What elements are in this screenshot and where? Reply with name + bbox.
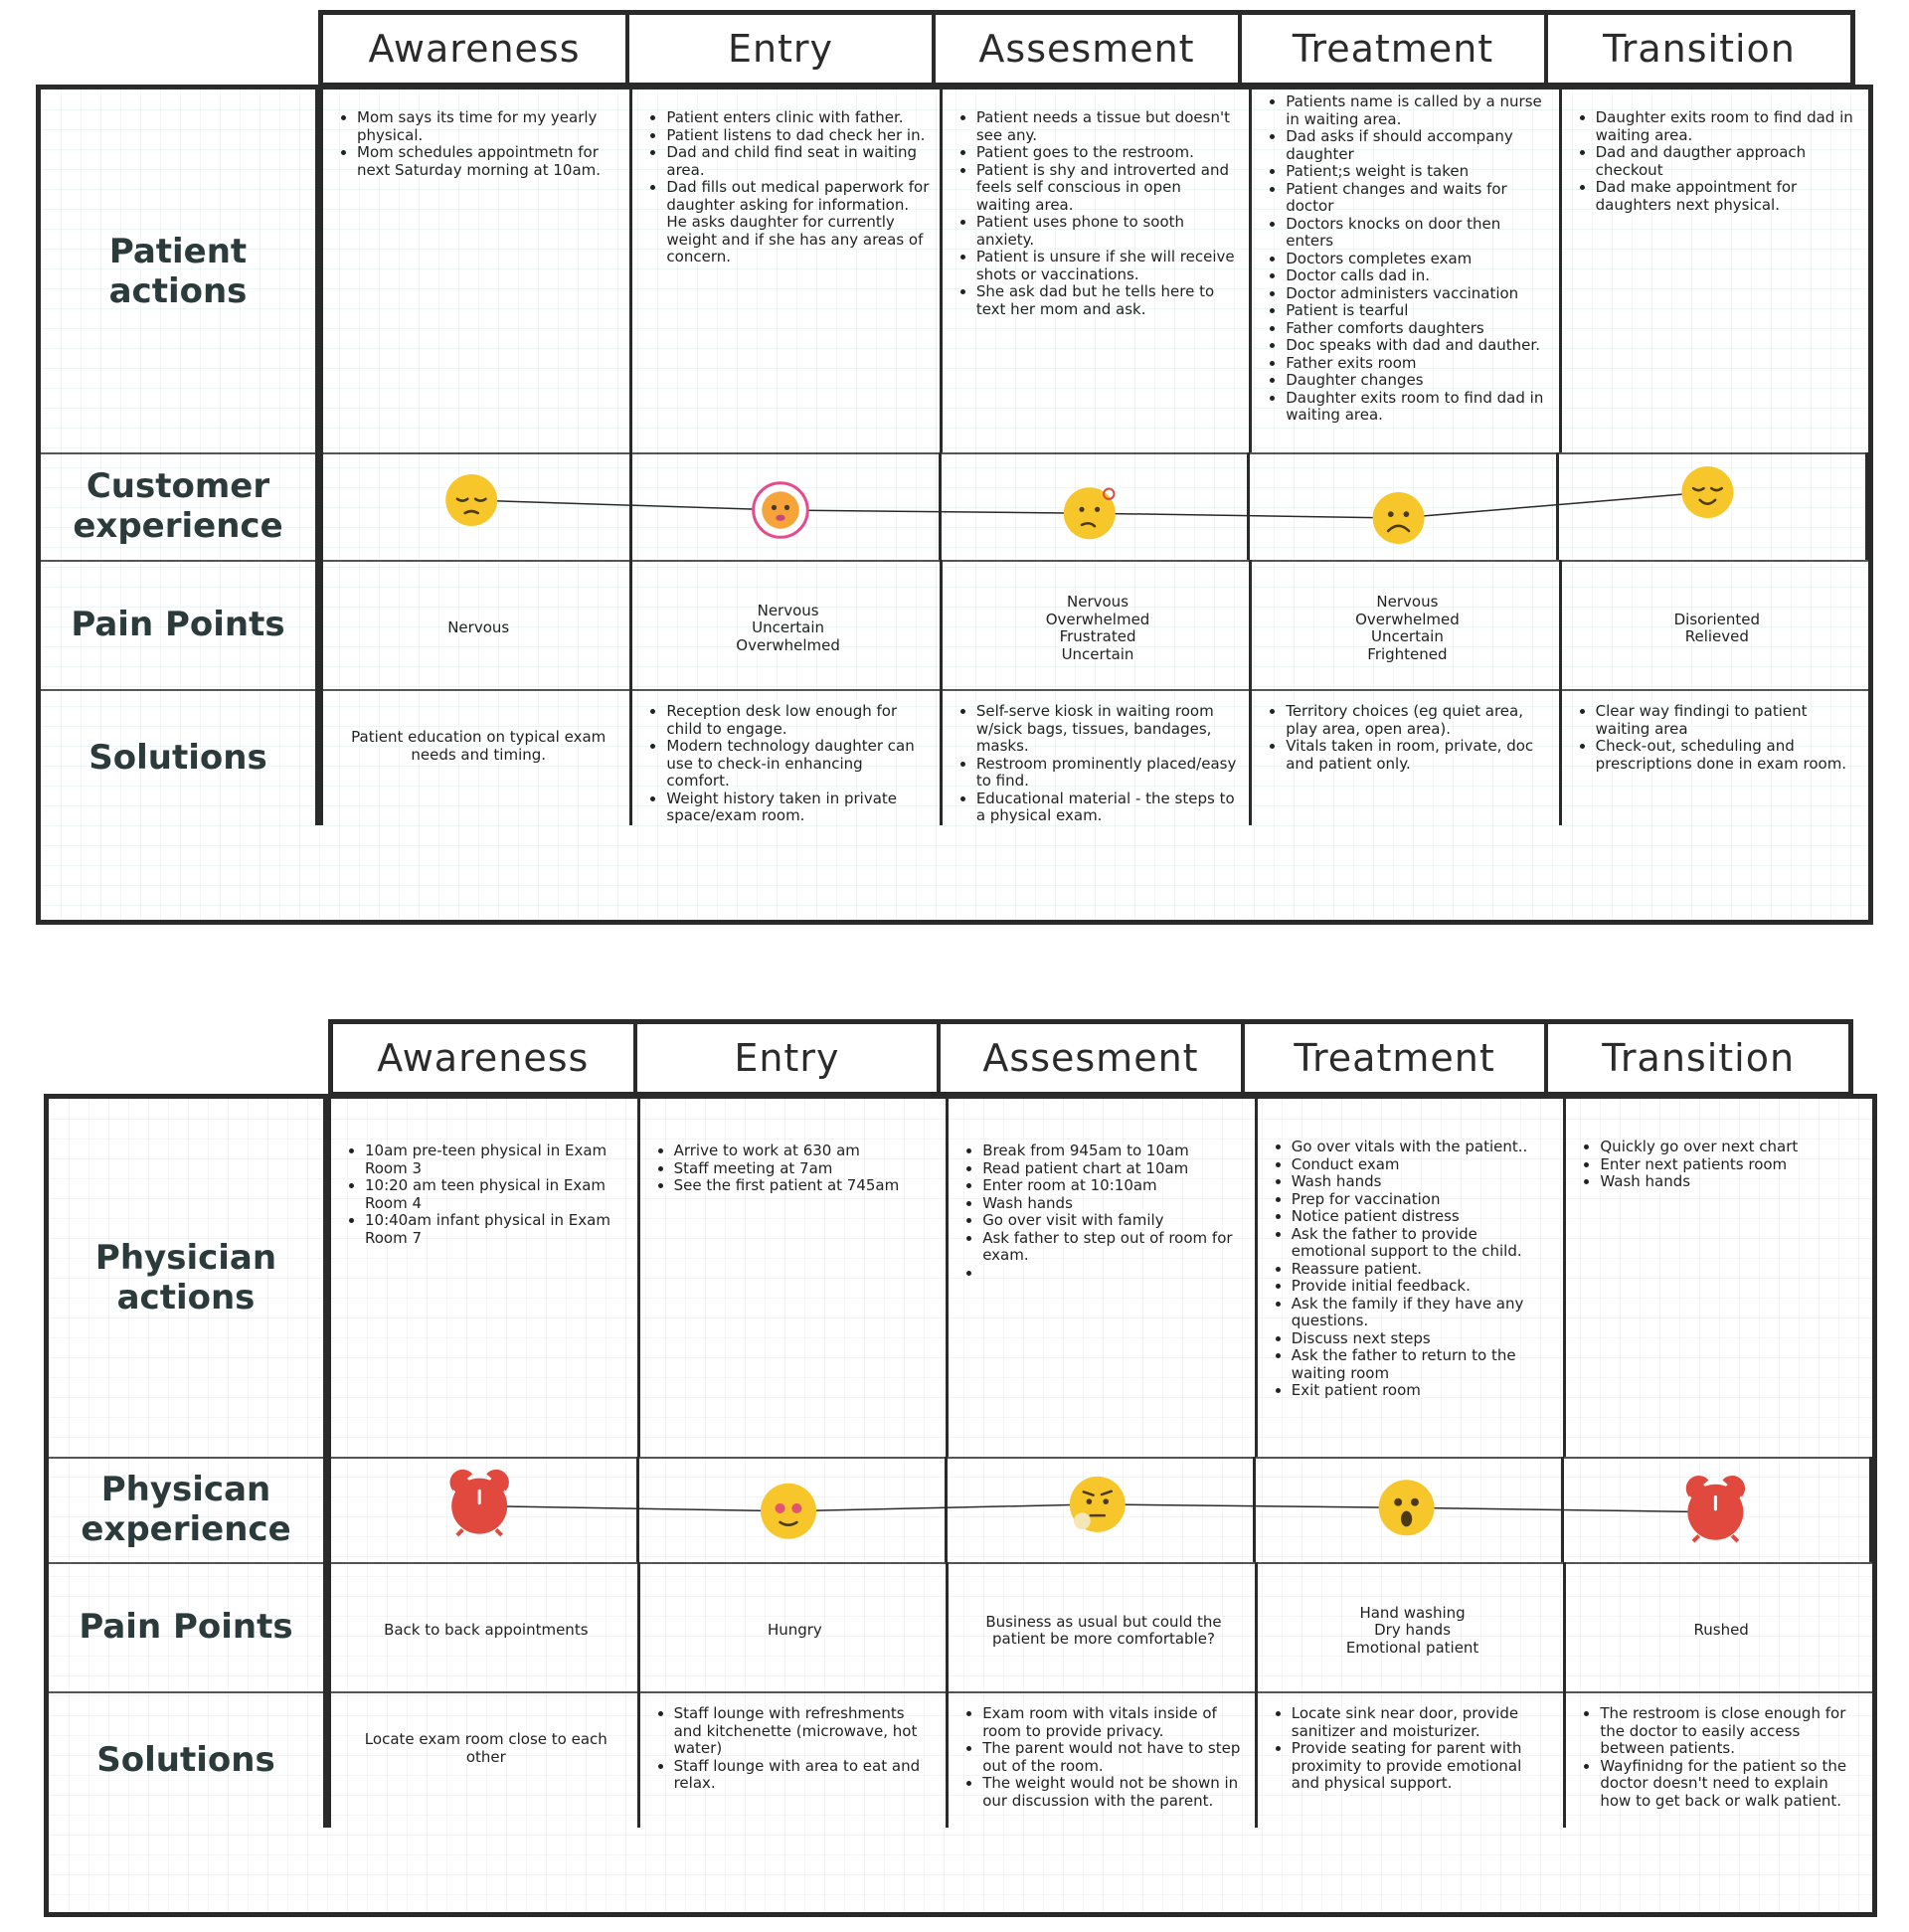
list-item: • Doc speaks with dad and dauther.: [1286, 337, 1548, 355]
list-item: • Enter room at 10:10am: [982, 1177, 1245, 1195]
list-item: • Dad fills out medical paperwork for daughter asking for information. He asks daughter for currently weight and if she has any areas of concern.: [666, 179, 929, 266]
list-item: • Patient is unsure if she will receive shots or vaccinations.: [976, 249, 1239, 283]
stage-header: [328, 1019, 1853, 1097]
cell-actions: [1258, 1099, 1567, 1457]
list-item: • The restroom is close enough for the doctor to easily access between patients.: [1600, 1705, 1862, 1758]
physician-actions-row: [49, 1099, 1872, 1459]
cell-solution: [640, 1691, 950, 1828]
list-item: • Prep for vaccination: [1292, 1191, 1554, 1209]
list-item: • Wayfinidng for the patient so the doctor doesn't need to explain how to get back or walk patient.: [1600, 1758, 1862, 1811]
cell-pain: Business as usual but could the patient be more comfortable?: [949, 1562, 1258, 1691]
solution-text: Locate exam room close to each other: [364, 1730, 607, 1766]
list-item: • Modern technology daughter can use to check-in enhancing comfort.: [666, 738, 929, 790]
surprised-face: [1379, 1480, 1435, 1535]
list-item: • Ask the family if they have any questions.: [1292, 1296, 1554, 1330]
cell-solution: [331, 1691, 640, 1828]
list-item: • Check-out, scheduling and prescriptions done in exam room.: [1596, 738, 1858, 773]
list-item: • Wash hands: [1600, 1173, 1862, 1191]
list-item: • Patient;s weight is taken: [1286, 163, 1548, 181]
cell-solution: [1562, 689, 1868, 825]
cell-solution: [1258, 1691, 1567, 1828]
list-item: • Conduct exam: [1292, 1156, 1554, 1174]
cell-actions: [1566, 1099, 1872, 1457]
list-item: • Doctor administers vaccination: [1286, 285, 1548, 303]
list-item: • Educational material - the steps to a physical exam.: [976, 790, 1239, 825]
stage-treatment: Treatment: [1245, 1024, 1549, 1092]
list-item: • Break from 945am to 10am: [982, 1142, 1245, 1160]
list-item: • 10am pre-teen physical in Exam Room 3: [365, 1142, 627, 1177]
row-label-physician-experience: Physican experience: [49, 1457, 331, 1562]
list-item: • Patient goes to the restroom.: [976, 144, 1239, 162]
cell-pain: Nervous Overwhelmed Uncertain Frightened: [1252, 560, 1561, 689]
stage-awareness: Awareness: [323, 15, 629, 83]
cell-actions: [331, 1099, 640, 1457]
stage-assesment: Assesment: [936, 15, 1242, 83]
list-item: • Patient uses phone to sooth anxiety.: [976, 214, 1239, 249]
cell-pain: Hand washing Dry hands Emotional patient: [1258, 1562, 1567, 1691]
journey-grid: [44, 1094, 1877, 1917]
list-item: • Mom schedules appointmetn for next Saturday morning at 10am.: [357, 144, 619, 179]
stage-header: [318, 10, 1855, 88]
cell-actions: [323, 89, 632, 452]
customer-experience-row: [41, 452, 1868, 562]
customer-experience-curve: [323, 452, 1868, 560]
row-label-solutions: Solutions: [41, 689, 323, 825]
list-item: • Daughter exits room to find dad in waiting area.: [1596, 109, 1858, 144]
list-item: • Discuss next steps: [1292, 1330, 1554, 1348]
list-item: • Arrive to work at 630 am: [674, 1142, 937, 1160]
list-item: • See the first patient at 745am: [674, 1177, 937, 1195]
list-item: • Locate sink near door, provide sanitizer and moisturizer.: [1292, 1705, 1554, 1740]
cell-actions: [1562, 89, 1868, 452]
list-item: • Daughter changes: [1286, 372, 1548, 390]
list-item: • Wash hands: [982, 1195, 1245, 1213]
list-item: • Reassure patient.: [1292, 1261, 1554, 1279]
cell-actions: [949, 1099, 1258, 1457]
list-item: • Exit patient room: [1292, 1382, 1554, 1400]
list-item: • Dad asks if should accompany daughter: [1286, 128, 1548, 163]
list-item: • Staff lounge with area to eat and relax.: [674, 1758, 937, 1793]
row-label-physician-actions: Physician actions: [49, 1099, 331, 1457]
row-label-pain-points: Pain Points: [49, 1562, 331, 1691]
list-item: [982, 1265, 1245, 1283]
list-item: • Patient is shy and introverted and feels self conscious in open waiting area.: [976, 162, 1239, 215]
patient-actions-row: [41, 89, 1868, 454]
list-item: • Clear way findingi to patient waiting area: [1596, 703, 1858, 738]
list-item: • 10:20 am teen physical in Exam Room 4: [365, 1177, 627, 1212]
solutions-row: [49, 1691, 1872, 1828]
list-item: • Staff lounge with refreshments and kitchenette (microwave, hot water): [674, 1705, 937, 1758]
stage-transition: Transition: [1603, 27, 1796, 71]
list-item: • Read patient chart at 10am: [982, 1160, 1245, 1178]
stage-assesment: Assesment: [941, 1024, 1245, 1092]
confused-face: [1064, 487, 1116, 539]
cell-actions: [1252, 89, 1561, 452]
cell-pain: Back to back appointments: [331, 1562, 640, 1691]
list-item: • Patient listens to dad check her in.: [666, 127, 929, 145]
stage-awareness: Awareness: [333, 1024, 637, 1092]
list-item: • Ask father to step out of room for exam.: [982, 1230, 1245, 1265]
list-item: • Notice patient distress: [1292, 1208, 1554, 1226]
relieved-face: [1681, 466, 1733, 518]
cell-solution: [943, 689, 1252, 825]
list-item: • Patient enters clinic with father.: [666, 109, 929, 127]
patient-journey-map: [0, 0, 1909, 925]
list-item: • Father comforts daughters: [1286, 320, 1548, 338]
physician-experience-curve: [331, 1457, 1876, 1562]
list-item: • Ask the father to provide emotional support to the child.: [1292, 1226, 1554, 1261]
alarm-clock: [1686, 1476, 1745, 1541]
overwhelmed-face-sticker: [754, 483, 808, 538]
solution-text: Patient education on typical exam needs and timing.: [351, 728, 607, 764]
list-item: • Provide initial feedback.: [1292, 1278, 1554, 1296]
row-label-pain-points: Pain Points: [41, 560, 323, 689]
list-item: • The parent would not have to step out of the room.: [982, 1740, 1245, 1775]
cell-pain: Disoriented Relieved: [1673, 610, 1761, 645]
list-item: • Patient changes and waits for doctor: [1286, 181, 1548, 216]
frowning-face: [1373, 492, 1425, 544]
list-item: • Territory choices (eg quiet area, play area, open area).: [1286, 703, 1548, 738]
stage-entry: Entry: [629, 15, 936, 83]
list-item: • Patient is tearful: [1286, 302, 1548, 320]
cell-pain: Hungry: [640, 1562, 950, 1691]
list-item: • Staff meeting at 7am: [674, 1160, 937, 1178]
cell-pain: Nervous Overwhelmed Frustrated Uncertain: [943, 560, 1252, 689]
list-item: • Dad make appointment for daughters next physical.: [1596, 179, 1858, 214]
list-item: • Self-serve kiosk in waiting room w/sick bags, tissues, bandages, masks.: [976, 703, 1239, 756]
list-item: • Enter next patients room: [1600, 1156, 1862, 1174]
cell-solution: [1566, 1691, 1872, 1828]
list-item: • Patients name is called by a nurse in waiting area.: [1286, 93, 1548, 128]
list-item: • Go over visit with family: [982, 1212, 1245, 1230]
list-item: • Reception desk low enough for child to engage.: [666, 703, 929, 738]
list-item: • Patient needs a tissue but doesn't see any.: [976, 109, 1239, 144]
cell-pain: Rushed: [1693, 1621, 1749, 1640]
row-label-patient-actions: Patient actions: [41, 89, 323, 452]
list-item: • Daughter exits room to find dad in waiting area.: [1286, 390, 1548, 425]
heart-eyes-face: [761, 1484, 816, 1539]
list-item: • Provide seating for parent with proximity to provide emotional and physical support.: [1292, 1740, 1554, 1793]
list-item: • Restroom prominently placed/easy to find.: [976, 756, 1239, 790]
list-item: • Ask the father to return to the waiting room: [1292, 1347, 1554, 1382]
list-item: • Exam room with vitals inside of room to provide privacy.: [982, 1705, 1245, 1740]
cell-solution: [323, 689, 632, 825]
pain-points-row: [49, 1562, 1872, 1693]
cell-actions: [632, 89, 942, 452]
list-item: • Weight history taken in private space/exam room.: [666, 790, 929, 825]
list-item: • She ask dad but he tells here to text her mom and ask.: [976, 283, 1239, 318]
alarm-clock: [449, 1470, 508, 1535]
pain-points-row: [41, 560, 1868, 691]
cell-solution: [632, 689, 942, 825]
list-item: • Dad and child find seat in waiting area.: [666, 144, 929, 179]
list-item: • Mom says its time for my yearly physical.: [357, 109, 619, 144]
list-item: • Quickly go over next chart: [1600, 1139, 1862, 1156]
cell-actions: [640, 1099, 950, 1457]
list-item: • Vitals taken in room, private, doc and patient only.: [1286, 738, 1548, 773]
journey-grid: [36, 85, 1873, 925]
stage-treatment: Treatment: [1242, 15, 1548, 83]
physician-journey-map: [0, 1009, 1909, 1932]
list-item: • Father exits room: [1286, 355, 1548, 373]
stage-entry: Entry: [637, 1024, 942, 1092]
list-item: • 10:40am infant physical in Exam Room 7: [365, 1212, 627, 1247]
solutions-row: [41, 689, 1868, 825]
list-item: • Doctors knocks on door then enters: [1286, 216, 1548, 251]
pensive-face: [445, 474, 497, 526]
stage-transition: Transition: [1602, 1036, 1796, 1080]
list-item: • Doctors completes exam: [1286, 251, 1548, 268]
row-label-solutions: Solutions: [49, 1691, 331, 1828]
cell-actions: [943, 89, 1252, 452]
list-item: • Doctor calls dad in.: [1286, 267, 1548, 285]
list-item: • Dad and daugther approach checkout: [1596, 144, 1858, 179]
list-item: • The weight would not be shown in our discussion with the parent.: [982, 1775, 1245, 1810]
cell-pain: Nervous: [323, 560, 632, 689]
list-item: • Go over vitals with the patient..: [1292, 1139, 1554, 1156]
row-label-customer-experience: Customer experience: [41, 452, 323, 560]
cell-solution: [949, 1691, 1258, 1828]
list-item: • Wash hands: [1292, 1173, 1554, 1191]
physician-experience-row: [49, 1457, 1872, 1564]
cell-solution: [1252, 689, 1561, 825]
skeptical-face: [1070, 1477, 1126, 1532]
cell-pain: Nervous Uncertain Overwhelmed: [632, 560, 942, 689]
